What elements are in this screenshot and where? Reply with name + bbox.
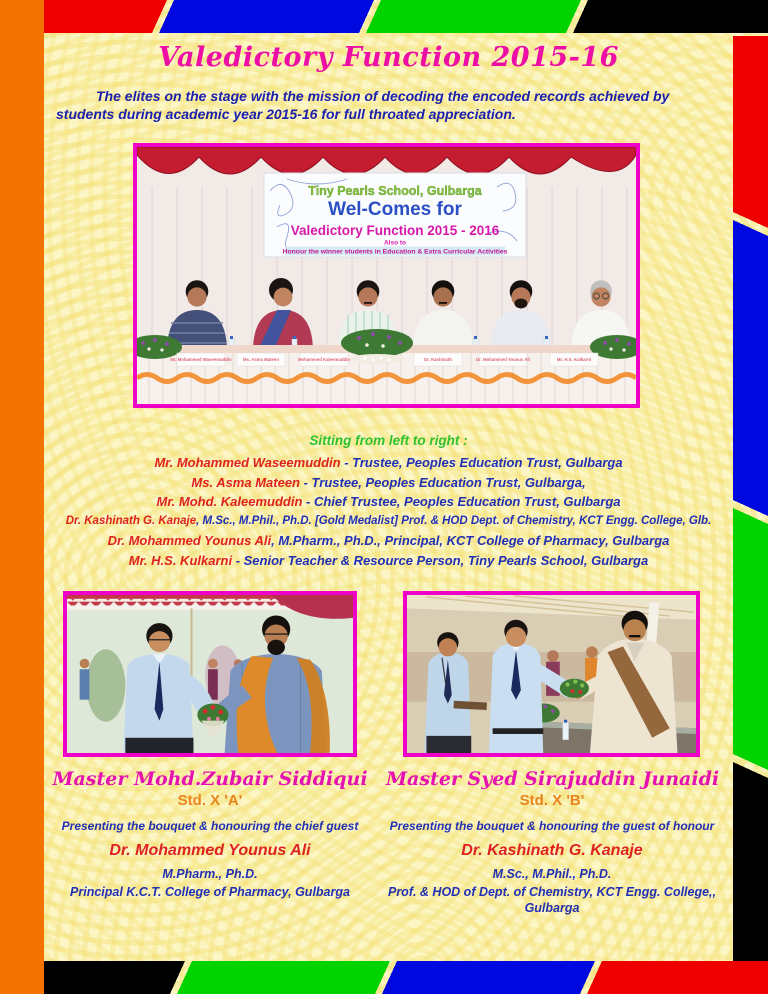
border-right-black	[733, 762, 768, 961]
attendee-line	[44, 473, 733, 493]
attendee-name: Dr. Mohammed Younus Ali	[107, 533, 272, 548]
main-stage-photo	[133, 143, 640, 408]
attendee-name: Mr. H.S. Kulkarni	[128, 552, 233, 568]
attendee-line	[44, 492, 733, 512]
sitting-list	[44, 433, 733, 570]
attendee-role: - Chief Trustee, Peoples Education Trust, Gulbarga	[302, 494, 621, 509]
banner-function-line: Valedictory Function 2015 - 2016	[290, 223, 500, 238]
bouquet-photo-right	[403, 591, 700, 757]
border-top-red	[44, 0, 167, 33]
page-title: Valedictory Function 2015-16	[158, 42, 619, 73]
flower-arrangement-center	[341, 329, 413, 364]
border-top-black	[573, 0, 768, 33]
guest-role: Prof. & HOD of Dept. of Chemistry, KCT Engg. College,, Gulbarga	[387, 885, 717, 915]
student-standard: Std. X 'A'	[177, 792, 243, 809]
guest-moustache	[629, 635, 641, 637]
sitting-heading: Sitting from left to right :	[309, 433, 468, 448]
guest-beard	[267, 640, 285, 655]
attendee-name: Mr. Mohammed Waseemuddin	[154, 455, 341, 470]
banner-honour-line: Honour the winner students in Education & Extra Curricular Activities	[282, 248, 508, 256]
name-card-1: Mr. Mohammed Waseemuddin	[170, 357, 232, 362]
border-bottom-black	[44, 961, 185, 994]
bouquet-left-scene	[67, 595, 353, 753]
attendee-line	[44, 531, 733, 551]
attendee-line	[44, 453, 733, 473]
attendee-line	[44, 512, 733, 532]
banner-also-line: Also to	[383, 239, 407, 247]
guest-role: Principal K.C.T. College of Pharmacy, Gulbarga	[70, 885, 350, 899]
border-right-green	[733, 508, 768, 770]
bouquet	[560, 679, 589, 698]
caption-left	[44, 768, 376, 900]
border-bottom-blue	[382, 961, 595, 994]
bouquet-right-scene	[407, 595, 696, 753]
border-right-blue	[733, 220, 768, 516]
student-name: Master Syed Sirajuddin Junaidi	[386, 768, 720, 790]
attendee-role: , M.Sc., M.Phil., Ph.D. [Gold Medalist] Prof. & HOD Dept. of Chemistry, KCT Engg. College, Glb.	[196, 514, 712, 527]
name-card-3: Mohammed Kaleemuddin	[297, 357, 351, 362]
page-subtitle: The elites on the stage with the mission of decoding the encoded records achieved by students during academic year 2015-16 for full throated appreciation.	[56, 88, 670, 122]
name-card-4: Dr. Kashinath	[424, 357, 452, 362]
border-bottom-red	[587, 961, 768, 994]
banner-school-name: Tiny Pearls School, Gulbarga	[308, 184, 482, 198]
name-card-2: Ms. Asma Mateen	[243, 357, 279, 362]
banner-welcome-line: Wel-Comes for	[328, 199, 462, 220]
student-name: Master Mohd.Zubair Siddiqui	[52, 768, 368, 790]
attendee-name: Ms. Asma Mateen	[191, 474, 300, 490]
presenting-line: Presenting the bouquet & honouring the chief guest	[61, 819, 359, 833]
welcome-banner	[264, 173, 526, 257]
name-card-6: Mr. H.S. Kulkarni	[556, 357, 592, 362]
attendee-name: Mr. Mohd. Kaleemuddin	[156, 494, 303, 509]
guest-name: Dr. Mohammed Younus Ali	[109, 842, 311, 859]
bouquet-photo-left	[63, 591, 357, 757]
attendee-line	[44, 551, 733, 571]
attendee-role: - Trustee, Peoples Education Trust, Gulbarga	[340, 455, 623, 470]
caption-right	[386, 768, 718, 916]
attendee-name: Dr. Kashinath G. Kanaje	[65, 514, 197, 527]
water-bottle	[564, 720, 567, 723]
border-right-red	[733, 36, 768, 228]
stage-photo-scene	[137, 147, 636, 404]
attendee-role: - Trustee, Peoples Education Trust, Gulbarga,	[300, 474, 586, 490]
guest-degrees: M.Pharm., Ph.D.	[162, 867, 258, 881]
attendee-role: , M.Pharm., Ph.D., Principal, KCT College of Pharmacy, Gulbarga	[271, 533, 670, 548]
border-bottom-green	[177, 961, 390, 994]
guest-name: Dr. Kashinath G. Kanaje	[461, 842, 643, 859]
guest-degrees: M.Sc., M.Phil., Ph.D.	[492, 867, 612, 881]
border-left-orange-strip	[0, 0, 44, 994]
student-standard: Std. X 'B'	[519, 792, 585, 809]
border-top-blue	[159, 0, 374, 33]
presenting-line: Presenting the bouquet & honouring the guest of honour	[389, 819, 715, 833]
attendee-role: - Senior Teacher & Resource Person, Tiny Pearls School, Gulbarga	[232, 552, 649, 568]
border-top-green	[366, 0, 581, 33]
name-card-5: Dr. Mohammed Younus Ali	[476, 357, 530, 362]
